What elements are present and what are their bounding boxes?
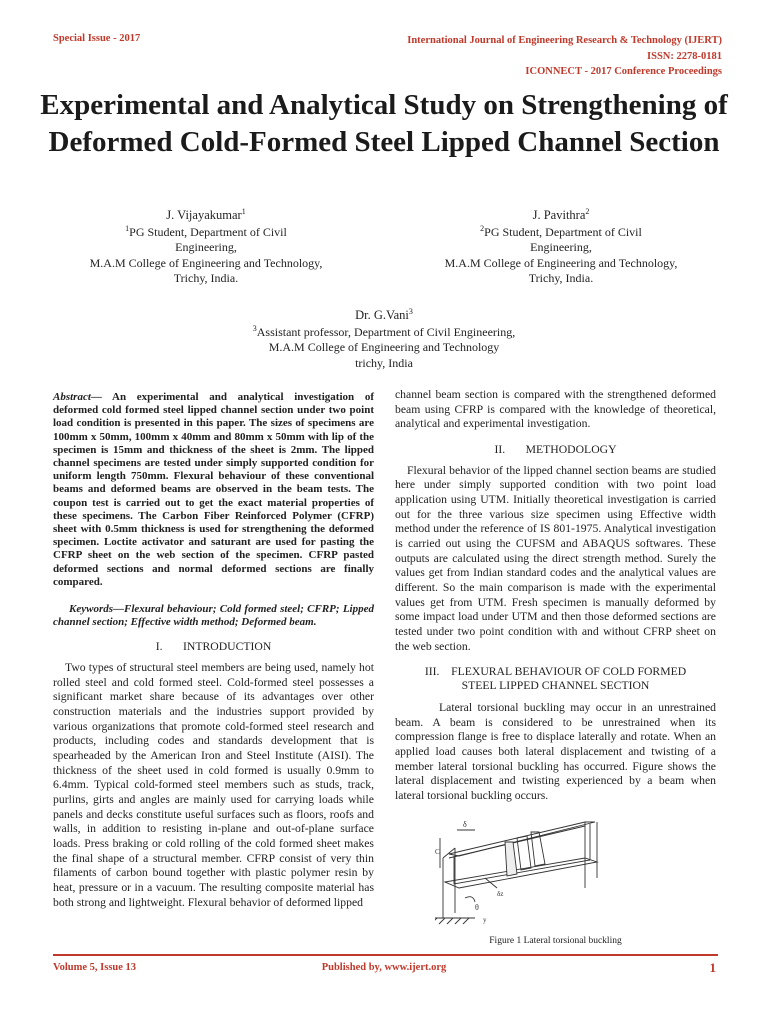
delta-label: δ bbox=[463, 819, 467, 829]
footer-volume: Volume 5, Issue 13 bbox=[53, 962, 137, 973]
page-number: 1 bbox=[709, 960, 716, 975]
author-affiliation: $^1$PG Student, Department of Civil bbox=[125, 223, 287, 239]
left-column bbox=[53, 391, 374, 910]
author-name: Dr. G.Vani$^3$ bbox=[355, 306, 413, 322]
paper-title: Experimental and Analytical Study on Strengthening of Deformed Cold-Formed Steel Lipped Channel Section bbox=[40, 89, 728, 158]
author-affiliation-line: Trichy, India. bbox=[173, 271, 239, 285]
author-block-3 bbox=[180, 308, 588, 371]
author-affiliation-line: Trichy, India. bbox=[528, 271, 594, 285]
beam-web bbox=[454, 824, 590, 884]
author-name: J. Pavithra$^2$ bbox=[532, 206, 590, 222]
section-heading-methodology: II. METHODOLOGY bbox=[494, 442, 617, 456]
introduction-text: Two types of structural steel members are being used, namely hot rolled steel and cold formed steel. Cold-formed steel possesses a significant market share because of its advantages over other construction materials and the industries support provided by various organizations that promote cold-formed steel research and products, including codes and standards development that is spearheaded by the American Iron and Steel Institute (AISI). The thickness of the sheet used in cold formed is usually 0.9mm to 6.4mm. Typical cold-formed steel members such as studs, track, purlins, girts and angles are mainly used for carrying loads while panels and decks constitute useful surfaces such as floors, roofs and walls, in addition to resisting in-plane and out-of-plane surface loads. Press braking or cold rolling of the cold formed sheet makes the final shape of a structural member. CFRP consist of very thin filaments of carbon bound together with plastic polymer resin by heat, pressure or in a vacuum. The resulting composite material has both strong and lightweight. Flexural behavior of deformed lipped bbox=[53, 661, 374, 909]
methodology-text: Flexural behavior of the lipped channel section beams are studied here under simply supported condition with two point load application using UTM. Initially theoretical investigation is carried out for the three various size specimen using Effective width method under the reference of IS 801-1975. Analytical investigation is carried out using the CUFSM and ABAQUS softwares. These outputs are calculated using the direct strength method. Surely the values get from Indian standard codes and the analytical values are different. So the main comparison is made with the experimental values get from UTM. Fresh specimen is manually deformed by some impact load under UTM and then those deformed sections are tested under two point condition with and without CFRP sheet on the web section. bbox=[395, 463, 716, 653]
introduction-continued: channel beam section is compared with the strengthened deformed beam using CFRP is compared with the knowledge of theoretical, analytical and experimental investigation. bbox=[395, 388, 716, 431]
figure-lateral-torsional-buckling bbox=[395, 818, 716, 930]
right-column bbox=[395, 388, 716, 948]
header-issn: ISSN: 2278-0181 bbox=[647, 50, 722, 62]
author-affiliation-line: M.A.M College of Engineering and Technology, bbox=[89, 255, 323, 270]
author-affiliation-line: trichy, India bbox=[355, 355, 413, 370]
author-affiliation-line: Engineering, bbox=[530, 240, 592, 254]
author-affiliation-line: M.A.M College of Engineering and Technology, bbox=[444, 255, 678, 270]
dz-label: δz bbox=[497, 889, 504, 898]
author-block-1 bbox=[70, 208, 342, 287]
abstract: Abstract— An experimental and analytical investigation of deformed cold formed steel lipped channel section under two point load condition is presented in this paper. The sizes of specimens are 100mm x 50mm, 100mm x 40mm and 80mm x 50mm with lip of the specimen is 15mm and thickness of the sheet is 2mm. The lipped channel specimens are tested under simply supported condition for uniform length 750mm. Flexural behaviour of these conventional beams and deformed beams are observed in the beam tests. The coupon test is carried out to get the exact material properties of these specimens. The Carbon Fiber Reinforced Polymer (CFRP) sheet with 0.5mm thickness is used for strengthening the deformed specimen. Loctite activator and saturant are used for pasting the CFRP sheet on the web section of the specimen. CFRP pasted deformed sections and normal deformed sections are finally compared. bbox=[53, 391, 374, 588]
c-label: C bbox=[435, 847, 440, 856]
beam-illustration bbox=[435, 818, 665, 930]
footer-divider bbox=[53, 954, 718, 956]
author-affiliation: $^3$Assistant professor, Department of Civil Engineering, bbox=[252, 323, 516, 339]
section-heading-flexural: III. FLEXURAL BEHAVIOUR OF COLD FORMED STEEL LIPPED CHANNEL SECTION bbox=[424, 665, 687, 693]
section-heading-introduction: I. INTRODUCTION bbox=[155, 640, 272, 654]
keywords: Keywords—Flexural behaviour; Cold formed steel; CFRP; Lipped channel section; Effective width method; Deformed beam. bbox=[53, 603, 374, 629]
header-proceedings: ICONNECT - 2017 Conference Proceedings bbox=[525, 66, 722, 77]
author-affiliation-line: Engineering, bbox=[175, 240, 237, 254]
author-block-2 bbox=[425, 208, 697, 287]
author-name: J. Vijayakumar$^1$ bbox=[166, 206, 246, 222]
header-issue: Special Issue - 2017 bbox=[53, 33, 141, 44]
y-label: y bbox=[483, 915, 487, 924]
header-journal-block bbox=[407, 33, 722, 80]
figure-caption: Figure 1 Lateral torsional buckling bbox=[489, 935, 622, 946]
theta-label: θ bbox=[475, 902, 479, 912]
author-affiliation: $^2$PG Student, Department of Civil bbox=[480, 223, 642, 239]
footer-publisher-link[interactable]: Published by, www.ijert.org bbox=[321, 962, 447, 973]
top-flange bbox=[449, 819, 595, 856]
flexural-text: Lateral torsional buckling may occur in an unrestrained beam. A beam is considered to be unrestrained when its compression flange is free to displace laterally and rotate. When an applied load causes both lateral displacement and twisting of a member lateral torsional buckling has occurred. Figure shows the lateral displacement and twisting experienced by a beam when lateral torsional buckling occurs. bbox=[395, 701, 716, 803]
author-affiliation-line: M.A.M College of Engineering and Technology bbox=[268, 340, 500, 354]
header-journal: International Journal of Engineering Research & Technology (IJERT) bbox=[407, 35, 722, 46]
